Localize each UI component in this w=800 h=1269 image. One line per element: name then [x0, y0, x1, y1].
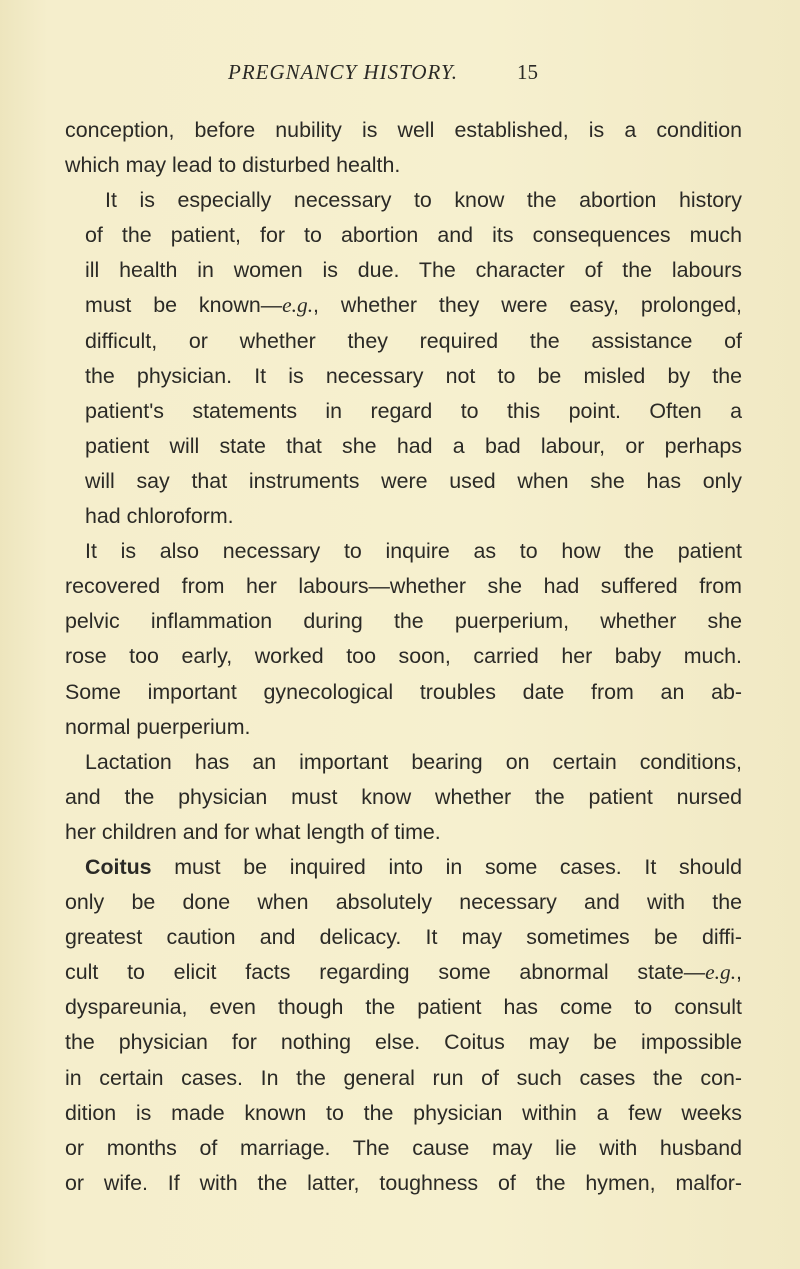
text-line: in certain cases. In the general run of such cases the con- [65, 1065, 742, 1090]
text-line: greatest caution and delicacy. It may sometimes be diffi- [65, 925, 742, 950]
text-line: Some important gynecological troubles date from an ab- [65, 679, 742, 704]
running-head [0, 60, 800, 90]
text-line: will say that instruments were used when she has only [85, 468, 742, 493]
text-line-rest: must be inquired into in some cases. It should [151, 854, 742, 879]
text-line: or wife. If with the latter, toughness of the hymen, malfor- [65, 1170, 742, 1195]
text-line: It is especially necessary to know the abortion history [105, 188, 742, 213]
text-line: the physician. It is necessary not to be misled by the [85, 363, 742, 388]
text-line: or months of marriage. The cause may lie with husband [65, 1135, 742, 1160]
text-line: rose too early, worked too soon, carried her baby much. [65, 644, 742, 669]
text-line: normal puerperium. [65, 714, 251, 739]
text-line: cult to elicit facts regarding some abnormal state—e.g., [65, 960, 742, 985]
text-line: ill health in women is due. The character of the labours [85, 258, 742, 283]
abbreviation-eg: e.g. [282, 293, 314, 318]
abbreviation-eg: e.g. [705, 960, 737, 985]
text-line: difficult, or whether they required the assistance of [85, 328, 742, 353]
text-line: pelvic inflammation during the puerperium, whether she [65, 609, 742, 634]
text-line: patient will state that she had a bad labour, or perhaps [85, 433, 742, 458]
text-line: dyspareunia, even though the patient has come to consult [65, 995, 742, 1020]
paragraph-recovery [65, 534, 742, 745]
paragraph-conception [65, 113, 742, 183]
text-line: the physician for nothing else. Coitus may be impossible [65, 1030, 742, 1055]
paragraph-coitus [65, 850, 742, 1201]
text-line-lead [65, 850, 742, 885]
page-number: 15 [517, 60, 538, 84]
text-line: must be known—e.g., whether they were easy, prolonged, [85, 293, 742, 318]
text-line: which may lead to disturbed health. [65, 153, 401, 178]
paragraph-abortion-history [65, 183, 742, 534]
text-line: had chloroform. [85, 504, 234, 529]
text-line: Lactation has an important bearing on certain conditions, [85, 749, 742, 774]
text-line: and the physician must know whether the patient nursed [65, 784, 742, 809]
body-text [65, 113, 742, 1201]
text-line: patient's statements in regard to this point. Often a [85, 398, 742, 423]
text-line: It is also necessary to inquire as to how the patient [85, 539, 742, 564]
text-line: recovered from her labours—whether she had suffered from [65, 574, 742, 599]
text-line: of the patient, for to abortion and its consequences much [85, 223, 742, 248]
paragraph-lactation [65, 745, 742, 850]
side-heading-coitus: Coitus [85, 854, 152, 879]
text-line: dition is made known to the physician within a few weeks [65, 1100, 742, 1125]
text-line: only be done when absolutely necessary and with the [65, 890, 742, 915]
running-title: PREGNANCY HISTORY. [228, 60, 458, 84]
text-line: conception, before nubility is well established, is a condition [65, 118, 742, 142]
text-line: her children and for what length of time. [65, 819, 441, 844]
